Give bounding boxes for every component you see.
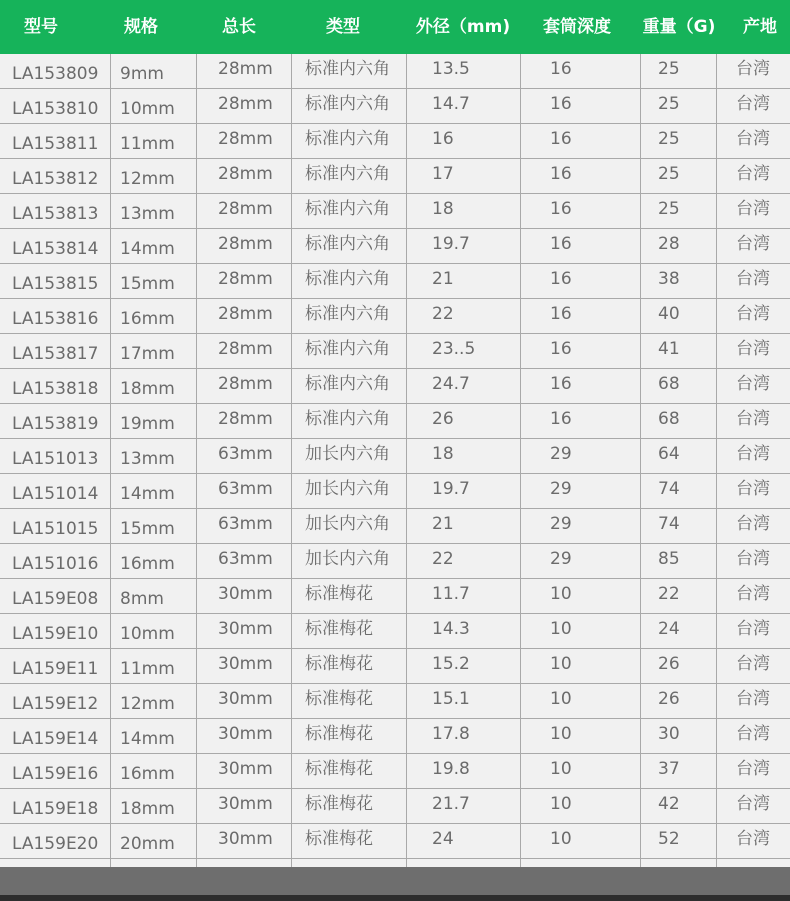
cell-outer-diameter: 19.8 bbox=[432, 759, 470, 779]
cell-length: 28mm bbox=[218, 94, 273, 114]
column-divider bbox=[110, 54, 111, 867]
cell-socket-depth: 16 bbox=[550, 374, 572, 394]
cell-origin: 台湾 bbox=[736, 269, 770, 289]
cell-type: 标准内六角 bbox=[305, 234, 390, 254]
cell-model: LA151014 bbox=[12, 484, 99, 504]
cell-weight: 52 bbox=[658, 829, 680, 849]
cell-model: LA159E10 bbox=[12, 624, 99, 644]
cell-length: 63mm bbox=[218, 514, 273, 534]
cell-weight: 38 bbox=[658, 269, 680, 289]
table-row bbox=[0, 229, 790, 264]
cell-size: 19mm bbox=[120, 414, 175, 434]
header-type: 类型 bbox=[326, 17, 360, 37]
cell-socket-depth: 16 bbox=[550, 234, 572, 254]
cell-model: LA151013 bbox=[12, 449, 99, 469]
cell-length: 28mm bbox=[218, 234, 273, 254]
cell-origin: 台湾 bbox=[736, 724, 770, 744]
cell-socket-depth: 29 bbox=[550, 479, 572, 499]
column-divider bbox=[406, 54, 407, 867]
cell-origin: 台湾 bbox=[736, 619, 770, 639]
cell-length: 30mm bbox=[218, 584, 273, 604]
cell-model: LA153813 bbox=[12, 204, 99, 224]
cell-outer-diameter: 18 bbox=[432, 444, 454, 464]
cell-socket-depth: 16 bbox=[550, 339, 572, 359]
cell-size: 18mm bbox=[120, 379, 175, 399]
cell-type: 标准梅花 bbox=[305, 654, 373, 674]
table-row bbox=[0, 544, 790, 579]
cell-length: 28mm bbox=[218, 269, 273, 289]
cell-origin: 台湾 bbox=[736, 304, 770, 324]
table-row bbox=[0, 54, 790, 89]
cell-length: 28mm bbox=[218, 129, 273, 149]
cell-model: LA159E16 bbox=[12, 764, 99, 784]
cell-type: 标准内六角 bbox=[305, 339, 390, 359]
column-divider bbox=[196, 54, 197, 867]
cell-outer-diameter: 23..5 bbox=[432, 339, 476, 359]
cell-type: 标准梅花 bbox=[305, 724, 373, 744]
cell-type: 加长内六角 bbox=[305, 514, 390, 534]
cell-model: LA153812 bbox=[12, 169, 99, 189]
column-divider bbox=[520, 54, 521, 867]
cell-size: 11mm bbox=[120, 659, 175, 679]
cell-length: 28mm bbox=[218, 339, 273, 359]
cell-type: 加长内六角 bbox=[305, 549, 390, 569]
cell-model: LA159E12 bbox=[12, 694, 99, 714]
cell-origin: 台湾 bbox=[736, 689, 770, 709]
cell-outer-diameter: 21 bbox=[432, 514, 454, 534]
cell-outer-diameter: 14.3 bbox=[432, 619, 470, 639]
cell-length: 30mm bbox=[218, 724, 273, 744]
cell-size: 16mm bbox=[120, 764, 175, 784]
cell-model: LA151016 bbox=[12, 554, 99, 574]
cell-weight: 41 bbox=[658, 339, 680, 359]
cell-type: 标准内六角 bbox=[305, 164, 390, 184]
cell-size: 8mm bbox=[120, 589, 164, 609]
header-socket-depth: 套筒深度 bbox=[543, 17, 611, 37]
cell-size: 13mm bbox=[120, 449, 175, 469]
cell-outer-diameter: 21.7 bbox=[432, 794, 470, 814]
cell-outer-diameter: 24 bbox=[432, 829, 454, 849]
cell-model: LA159E14 bbox=[12, 729, 99, 749]
cell-weight: 28 bbox=[658, 234, 680, 254]
cell-origin: 台湾 bbox=[736, 164, 770, 184]
cell-type: 标准梅花 bbox=[305, 619, 373, 639]
table-row bbox=[0, 684, 790, 719]
cell-model: LA159E18 bbox=[12, 799, 99, 819]
cell-length: 28mm bbox=[218, 164, 273, 184]
cell-socket-depth: 16 bbox=[550, 59, 572, 79]
cell-length: 28mm bbox=[218, 374, 273, 394]
cell-weight: 26 bbox=[658, 654, 680, 674]
table-row bbox=[0, 194, 790, 229]
table-row bbox=[0, 264, 790, 299]
cell-model: LA153811 bbox=[12, 134, 99, 154]
cell-size: 11mm bbox=[120, 134, 175, 154]
cell-weight: 25 bbox=[658, 164, 680, 184]
cell-origin: 台湾 bbox=[736, 759, 770, 779]
cell-length: 30mm bbox=[218, 619, 273, 639]
cell-weight: 74 bbox=[658, 514, 680, 534]
cell-origin: 台湾 bbox=[736, 444, 770, 464]
cell-size: 9mm bbox=[120, 64, 164, 84]
cell-socket-depth: 10 bbox=[550, 654, 572, 674]
cell-size: 16mm bbox=[120, 309, 175, 329]
cell-origin: 台湾 bbox=[736, 514, 770, 534]
cell-weight: 22 bbox=[658, 584, 680, 604]
cell-outer-diameter: 19.7 bbox=[432, 479, 470, 499]
cell-outer-diameter: 21 bbox=[432, 269, 454, 289]
cell-weight: 37 bbox=[658, 759, 680, 779]
table-row bbox=[0, 789, 790, 824]
cell-length: 63mm bbox=[218, 444, 273, 464]
header-weight: 重量（G) bbox=[642, 17, 716, 37]
cell-weight: 64 bbox=[658, 444, 680, 464]
cell-outer-diameter: 19.7 bbox=[432, 234, 470, 254]
footer-band bbox=[0, 867, 790, 895]
column-divider bbox=[716, 54, 717, 867]
table-row bbox=[0, 124, 790, 159]
header-outer-diameter: 外径（mm) bbox=[415, 17, 511, 37]
cell-length: 63mm bbox=[218, 549, 273, 569]
cell-size: 20mm bbox=[120, 834, 175, 854]
cell-model: LA153818 bbox=[12, 379, 99, 399]
cell-type: 标准内六角 bbox=[305, 199, 390, 219]
cell-weight: 40 bbox=[658, 304, 680, 324]
cell-model: LA153815 bbox=[12, 274, 99, 294]
cell-length: 30mm bbox=[218, 654, 273, 674]
cell-socket-depth: 29 bbox=[550, 514, 572, 534]
cell-length: 28mm bbox=[218, 59, 273, 79]
cell-size: 17mm bbox=[120, 344, 175, 364]
cell-type: 标准梅花 bbox=[305, 584, 373, 604]
cell-type: 标准内六角 bbox=[305, 304, 390, 324]
cell-outer-diameter: 24.7 bbox=[432, 374, 470, 394]
cell-origin: 台湾 bbox=[736, 94, 770, 114]
cell-weight: 74 bbox=[658, 479, 680, 499]
cell-socket-depth: 16 bbox=[550, 164, 572, 184]
cell-type: 标准内六角 bbox=[305, 94, 390, 114]
table-row bbox=[0, 369, 790, 404]
cell-outer-diameter: 16 bbox=[432, 129, 454, 149]
cell-socket-depth: 10 bbox=[550, 794, 572, 814]
cell-weight: 68 bbox=[658, 409, 680, 429]
cell-length: 28mm bbox=[218, 409, 273, 429]
cell-origin: 台湾 bbox=[736, 549, 770, 569]
cell-socket-depth: 29 bbox=[550, 444, 572, 464]
cell-type: 标准内六角 bbox=[305, 129, 390, 149]
header-origin: 产地 bbox=[743, 17, 777, 37]
cell-weight: 26 bbox=[658, 689, 680, 709]
cell-origin: 台湾 bbox=[736, 199, 770, 219]
cell-type: 加长内六角 bbox=[305, 479, 390, 499]
cell-origin: 台湾 bbox=[736, 829, 770, 849]
cell-type: 标准梅花 bbox=[305, 689, 373, 709]
cell-length: 28mm bbox=[218, 199, 273, 219]
cell-model: LA153814 bbox=[12, 239, 99, 259]
header-length: 总长 bbox=[222, 17, 256, 37]
cell-weight: 24 bbox=[658, 619, 680, 639]
footer-bottom-strip bbox=[0, 895, 790, 901]
cell-outer-diameter: 17 bbox=[432, 164, 454, 184]
cell-model: LA159E20 bbox=[12, 834, 99, 854]
cell-length: 30mm bbox=[218, 759, 273, 779]
cell-model: LA153817 bbox=[12, 344, 99, 364]
cell-outer-diameter: 13.5 bbox=[432, 59, 470, 79]
table-row bbox=[0, 439, 790, 474]
cell-type: 标准梅花 bbox=[305, 759, 373, 779]
cell-outer-diameter: 26 bbox=[432, 409, 454, 429]
cell-model: LA153819 bbox=[12, 414, 99, 434]
cell-length: 30mm bbox=[218, 794, 273, 814]
cell-socket-depth: 10 bbox=[550, 829, 572, 849]
cell-socket-depth: 10 bbox=[550, 584, 572, 604]
column-divider bbox=[640, 54, 641, 867]
cell-model: LA151015 bbox=[12, 519, 99, 539]
table-row bbox=[0, 614, 790, 649]
cell-type: 标准内六角 bbox=[305, 374, 390, 394]
table-row bbox=[0, 754, 790, 789]
cell-length: 63mm bbox=[218, 479, 273, 499]
table-row bbox=[0, 649, 790, 684]
cell-socket-depth: 10 bbox=[550, 689, 572, 709]
cell-origin: 台湾 bbox=[736, 59, 770, 79]
cell-weight: 42 bbox=[658, 794, 680, 814]
table-header bbox=[0, 0, 790, 54]
cell-length: 30mm bbox=[218, 829, 273, 849]
table-row bbox=[0, 89, 790, 124]
cell-model: LA159E11 bbox=[12, 659, 99, 679]
column-divider bbox=[291, 54, 292, 867]
cell-outer-diameter: 15.1 bbox=[432, 689, 470, 709]
table-row bbox=[0, 299, 790, 334]
cell-socket-depth: 16 bbox=[550, 129, 572, 149]
cell-length: 30mm bbox=[218, 689, 273, 709]
cell-type: 标准内六角 bbox=[305, 59, 390, 79]
cell-origin: 台湾 bbox=[736, 234, 770, 254]
cell-type: 标准内六角 bbox=[305, 409, 390, 429]
cell-weight: 25 bbox=[658, 199, 680, 219]
cell-weight: 30 bbox=[658, 724, 680, 744]
cell-size: 14mm bbox=[120, 484, 175, 504]
cell-origin: 台湾 bbox=[736, 654, 770, 674]
cell-model: LA159E08 bbox=[12, 589, 99, 609]
cell-socket-depth: 16 bbox=[550, 304, 572, 324]
cell-outer-diameter: 15.2 bbox=[432, 654, 470, 674]
table-row bbox=[0, 719, 790, 754]
cell-weight: 68 bbox=[658, 374, 680, 394]
cell-socket-depth: 10 bbox=[550, 724, 572, 744]
cell-size: 16mm bbox=[120, 554, 175, 574]
cell-socket-depth: 16 bbox=[550, 199, 572, 219]
cell-outer-diameter: 11.7 bbox=[432, 584, 470, 604]
header-size: 规格 bbox=[124, 17, 158, 37]
cell-socket-depth: 16 bbox=[550, 94, 572, 114]
cell-weight: 25 bbox=[658, 129, 680, 149]
cell-model: LA153809 bbox=[12, 64, 99, 84]
header-model: 型号 bbox=[24, 17, 58, 37]
cell-origin: 台湾 bbox=[736, 479, 770, 499]
table-row bbox=[0, 579, 790, 614]
cell-size: 15mm bbox=[120, 274, 175, 294]
cell-weight: 25 bbox=[658, 94, 680, 114]
cell-outer-diameter: 17.8 bbox=[432, 724, 470, 744]
cell-size: 13mm bbox=[120, 204, 175, 224]
cell-size: 15mm bbox=[120, 519, 175, 539]
cell-size: 14mm bbox=[120, 729, 175, 749]
cell-length: 28mm bbox=[218, 304, 273, 324]
cell-model: LA153810 bbox=[12, 99, 99, 119]
cell-size: 12mm bbox=[120, 694, 175, 714]
cell-size: 12mm bbox=[120, 169, 175, 189]
cell-socket-depth: 16 bbox=[550, 409, 572, 429]
table-row bbox=[0, 824, 790, 859]
cell-outer-diameter: 18 bbox=[432, 199, 454, 219]
cell-type: 标准内六角 bbox=[305, 269, 390, 289]
cell-origin: 台湾 bbox=[736, 584, 770, 604]
cell-origin: 台湾 bbox=[736, 409, 770, 429]
cell-weight: 85 bbox=[658, 549, 680, 569]
cell-origin: 台湾 bbox=[736, 374, 770, 394]
table-row bbox=[0, 474, 790, 509]
cell-size: 10mm bbox=[120, 624, 175, 644]
cell-type: 标准梅花 bbox=[305, 794, 373, 814]
cell-outer-diameter: 22 bbox=[432, 304, 454, 324]
cell-socket-depth: 10 bbox=[550, 619, 572, 639]
cell-weight: 25 bbox=[658, 59, 680, 79]
cell-origin: 台湾 bbox=[736, 339, 770, 359]
table-row bbox=[0, 509, 790, 544]
table-row bbox=[0, 404, 790, 439]
cell-size: 14mm bbox=[120, 239, 175, 259]
cell-size: 18mm bbox=[120, 799, 175, 819]
cell-type: 加长内六角 bbox=[305, 444, 390, 464]
cell-model: LA153816 bbox=[12, 309, 99, 329]
cell-origin: 台湾 bbox=[736, 794, 770, 814]
table-row bbox=[0, 334, 790, 369]
cell-socket-depth: 29 bbox=[550, 549, 572, 569]
table-row bbox=[0, 159, 790, 194]
cell-size: 10mm bbox=[120, 99, 175, 119]
cell-outer-diameter: 14.7 bbox=[432, 94, 470, 114]
cell-socket-depth: 16 bbox=[550, 269, 572, 289]
cell-origin: 台湾 bbox=[736, 129, 770, 149]
cell-type: 标准梅花 bbox=[305, 829, 373, 849]
cell-socket-depth: 10 bbox=[550, 759, 572, 779]
cell-outer-diameter: 22 bbox=[432, 549, 454, 569]
